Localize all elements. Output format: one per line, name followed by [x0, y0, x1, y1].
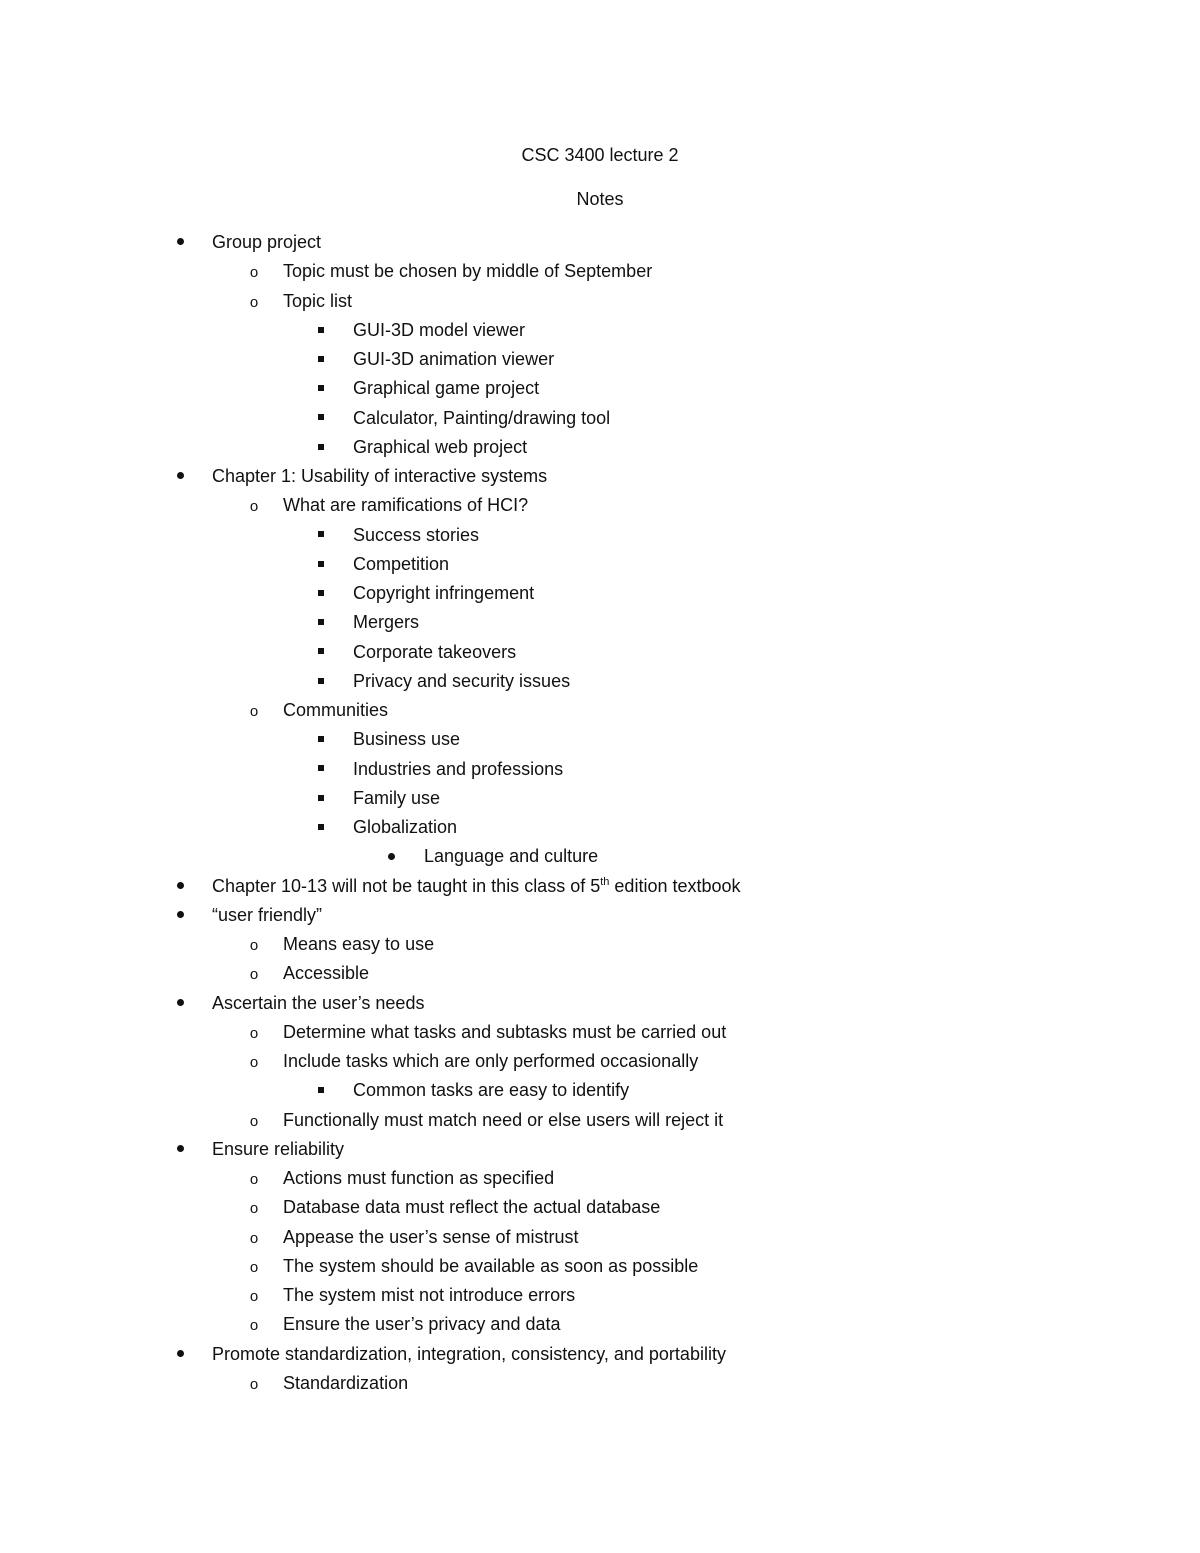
outline-item-level-3 — [0, 813, 1200, 842]
outline-item-text: Corporate takeovers — [353, 641, 517, 662]
bullet-square-icon — [311, 1076, 331, 1105]
document-subtitle: Notes — [576, 189, 624, 209]
outline-item-text: Competition — [353, 553, 450, 574]
outline-item-text: Globalization — [353, 817, 458, 837]
bullet-circle-icon: o — [249, 1200, 259, 1218]
outline-item-level-3 — [0, 667, 1200, 696]
bullet-circle-icon: o — [249, 1288, 259, 1305]
bullet-circle-icon: o — [249, 498, 259, 516]
outline-item-text-part: Chapter 10-13 will not be taught in this class of 5 — [212, 875, 601, 896]
outline-item-level-2 — [0, 287, 1200, 316]
outline-item-text: Chapter 1: Usability of interactive systems — [212, 466, 548, 486]
outline-item-text: What are ramifications of HCI? — [283, 495, 529, 516]
outline-item-level-3 — [0, 579, 1200, 608]
outline-item-level-2 — [0, 930, 1200, 959]
outline-item-level-2 — [0, 1106, 1200, 1135]
outline-item-level-2 — [0, 491, 1200, 520]
bullet-dot-icon — [170, 1135, 190, 1164]
outline-item-level-2 — [0, 1369, 1200, 1398]
outline-item-text: Appease the user’s sense of mistrust — [283, 1226, 579, 1247]
outline-item-text: Copyright infringement — [353, 583, 535, 603]
bullet-circle-icon: o — [249, 293, 259, 311]
outline-item-text: Business use — [353, 729, 461, 750]
outline-item-text: Success stories — [353, 524, 480, 545]
outline-item-level-3 — [0, 433, 1200, 462]
outline-item-level-1 — [0, 989, 1200, 1018]
outline-item-level-4 — [0, 842, 1200, 871]
outline-item-text: Communities — [283, 700, 389, 720]
bullet-dot-icon — [170, 989, 190, 1018]
outline-item-text: Family use — [353, 787, 441, 808]
outline-item-level-1 — [0, 872, 1200, 901]
outline-item-level-1 — [0, 228, 1200, 257]
outline-item-level-3 — [0, 550, 1200, 579]
outline-item-text: Include tasks which are only performed occasionally — [283, 1051, 699, 1071]
bullet-dot-icon — [381, 842, 401, 871]
outline-item-level-3 — [0, 784, 1200, 813]
outline-item-level-3 — [0, 316, 1200, 345]
outline-item-text: Group project — [212, 232, 322, 252]
bullet-square-icon — [311, 404, 331, 433]
outline-item-text: Graphical game project — [353, 378, 540, 399]
outline-item-level-2 — [0, 1018, 1200, 1047]
outline-item-level-3 — [0, 1076, 1200, 1105]
bullet-square-icon — [311, 345, 331, 374]
bullet-square-icon — [311, 374, 331, 403]
bullet-square-icon — [311, 316, 331, 345]
outline-item-text: Topic list — [283, 290, 353, 311]
bullet-dot-icon — [170, 462, 190, 491]
outline-item-level-1 — [0, 901, 1200, 930]
outline-item-text: Topic must be chosen by middle of September — [283, 261, 653, 282]
outline-item-text: Common tasks are easy to identify — [353, 1080, 630, 1101]
outline-item-text: Privacy and security issues — [353, 670, 571, 691]
bullet-dot-icon — [170, 1340, 190, 1369]
outline-item-text: Ensure reliability — [212, 1138, 345, 1159]
outline-item-text: Database data must reflect the actual database — [283, 1197, 661, 1218]
bullet-dot-icon — [170, 872, 190, 901]
bullet-circle-icon: o — [249, 1258, 259, 1276]
outline-item-level-3 — [0, 404, 1200, 433]
outline-item-text: GUI-3D animation viewer — [353, 349, 555, 369]
outline-item-text: The system mist not introduce errors — [283, 1285, 576, 1305]
bullet-square-icon — [311, 667, 331, 696]
outline-item-level-2 — [0, 1223, 1200, 1252]
outline-item-text: Mergers — [353, 612, 420, 633]
outline-item-text: Industries and professions — [353, 758, 564, 779]
outline-item-text: Graphical web project — [353, 436, 528, 457]
outline-item-level-2 — [0, 1193, 1200, 1222]
bullet-square-icon — [311, 755, 331, 784]
bullet-circle-icon: o — [249, 264, 259, 282]
outline-item-level-3 — [0, 725, 1200, 754]
outline-item-text: Determine what tasks and subtasks must be carried out — [283, 1021, 727, 1042]
bullet-square-icon — [311, 784, 331, 813]
outline-item-level-3 — [0, 374, 1200, 403]
outline-item-level-3 — [0, 345, 1200, 374]
bullet-square-icon — [311, 813, 331, 842]
bullet-circle-icon: o — [249, 703, 259, 720]
outline-item-level-2 — [0, 1047, 1200, 1076]
outline-item-text: “user friendly” — [212, 904, 323, 925]
outline-item-text: Actions must function as specified — [283, 1168, 555, 1188]
outline-item-level-2 — [0, 257, 1200, 286]
bullet-circle-icon: o — [249, 1171, 259, 1188]
bullet-circle-icon: o — [249, 966, 259, 984]
outline-item-text: Promote standardization, integration, consistency, and portability — [212, 1343, 726, 1364]
outline-item-text: Functionally must match need or else users will reject it — [283, 1109, 724, 1130]
outline-item-text-part: edition textbook — [609, 875, 741, 896]
outline-item-text: Accessible — [283, 963, 370, 984]
outline-item-level-2 — [0, 1252, 1200, 1281]
outline-item-text: Standardization — [283, 1372, 409, 1393]
bullet-circle-icon: o — [249, 1229, 259, 1247]
outline-item-level-2 — [0, 959, 1200, 988]
bullet-square-icon — [311, 579, 331, 608]
bullet-circle-icon: o — [249, 1024, 259, 1042]
outline-item-text: The system should be available as soon as possible — [283, 1255, 699, 1276]
superscript: th — [600, 875, 610, 888]
outline-item-text: Ascertain the user’s needs — [212, 992, 425, 1013]
outline-item-level-3 — [0, 608, 1200, 637]
outline-item-level-2 — [0, 696, 1200, 725]
bullet-square-icon — [311, 433, 331, 462]
bullet-square-icon — [311, 725, 331, 754]
bullet-circle-icon: o — [249, 1054, 259, 1071]
bullet-dot-icon — [170, 901, 190, 930]
outline-item-level-3 — [0, 755, 1200, 784]
outline-item-level-1 — [0, 462, 1200, 491]
outline-item-text: Calculator, Painting/drawing tool — [353, 407, 611, 428]
outline-item-text: Means easy to use — [283, 934, 435, 954]
outline-item-text: Language and culture — [424, 846, 599, 867]
outline-item-text — [212, 872, 741, 901]
notes-outline — [0, 228, 1200, 1398]
outline-item-text: GUI-3D model viewer — [353, 319, 526, 340]
bullet-circle-icon: o — [249, 1375, 259, 1393]
bullet-circle-icon: o — [249, 937, 259, 954]
bullet-square-icon — [311, 521, 331, 550]
outline-item-level-2 — [0, 1281, 1200, 1310]
bullet-square-icon — [311, 638, 331, 667]
outline-item-level-1 — [0, 1340, 1200, 1369]
document-title: CSC 3400 lecture 2 — [521, 145, 679, 165]
outline-item-level-2 — [0, 1310, 1200, 1339]
bullet-square-icon — [311, 550, 331, 579]
bullet-circle-icon: o — [249, 1317, 259, 1335]
outline-item-text: Ensure the user’s privacy and data — [283, 1314, 561, 1335]
bullet-circle-icon: o — [249, 1112, 259, 1130]
outline-item-level-2 — [0, 1164, 1200, 1193]
outline-item-level-1 — [0, 1135, 1200, 1164]
bullet-square-icon — [311, 608, 331, 637]
bullet-dot-icon — [170, 228, 190, 257]
outline-item-level-3 — [0, 521, 1200, 550]
outline-item-level-3 — [0, 638, 1200, 667]
